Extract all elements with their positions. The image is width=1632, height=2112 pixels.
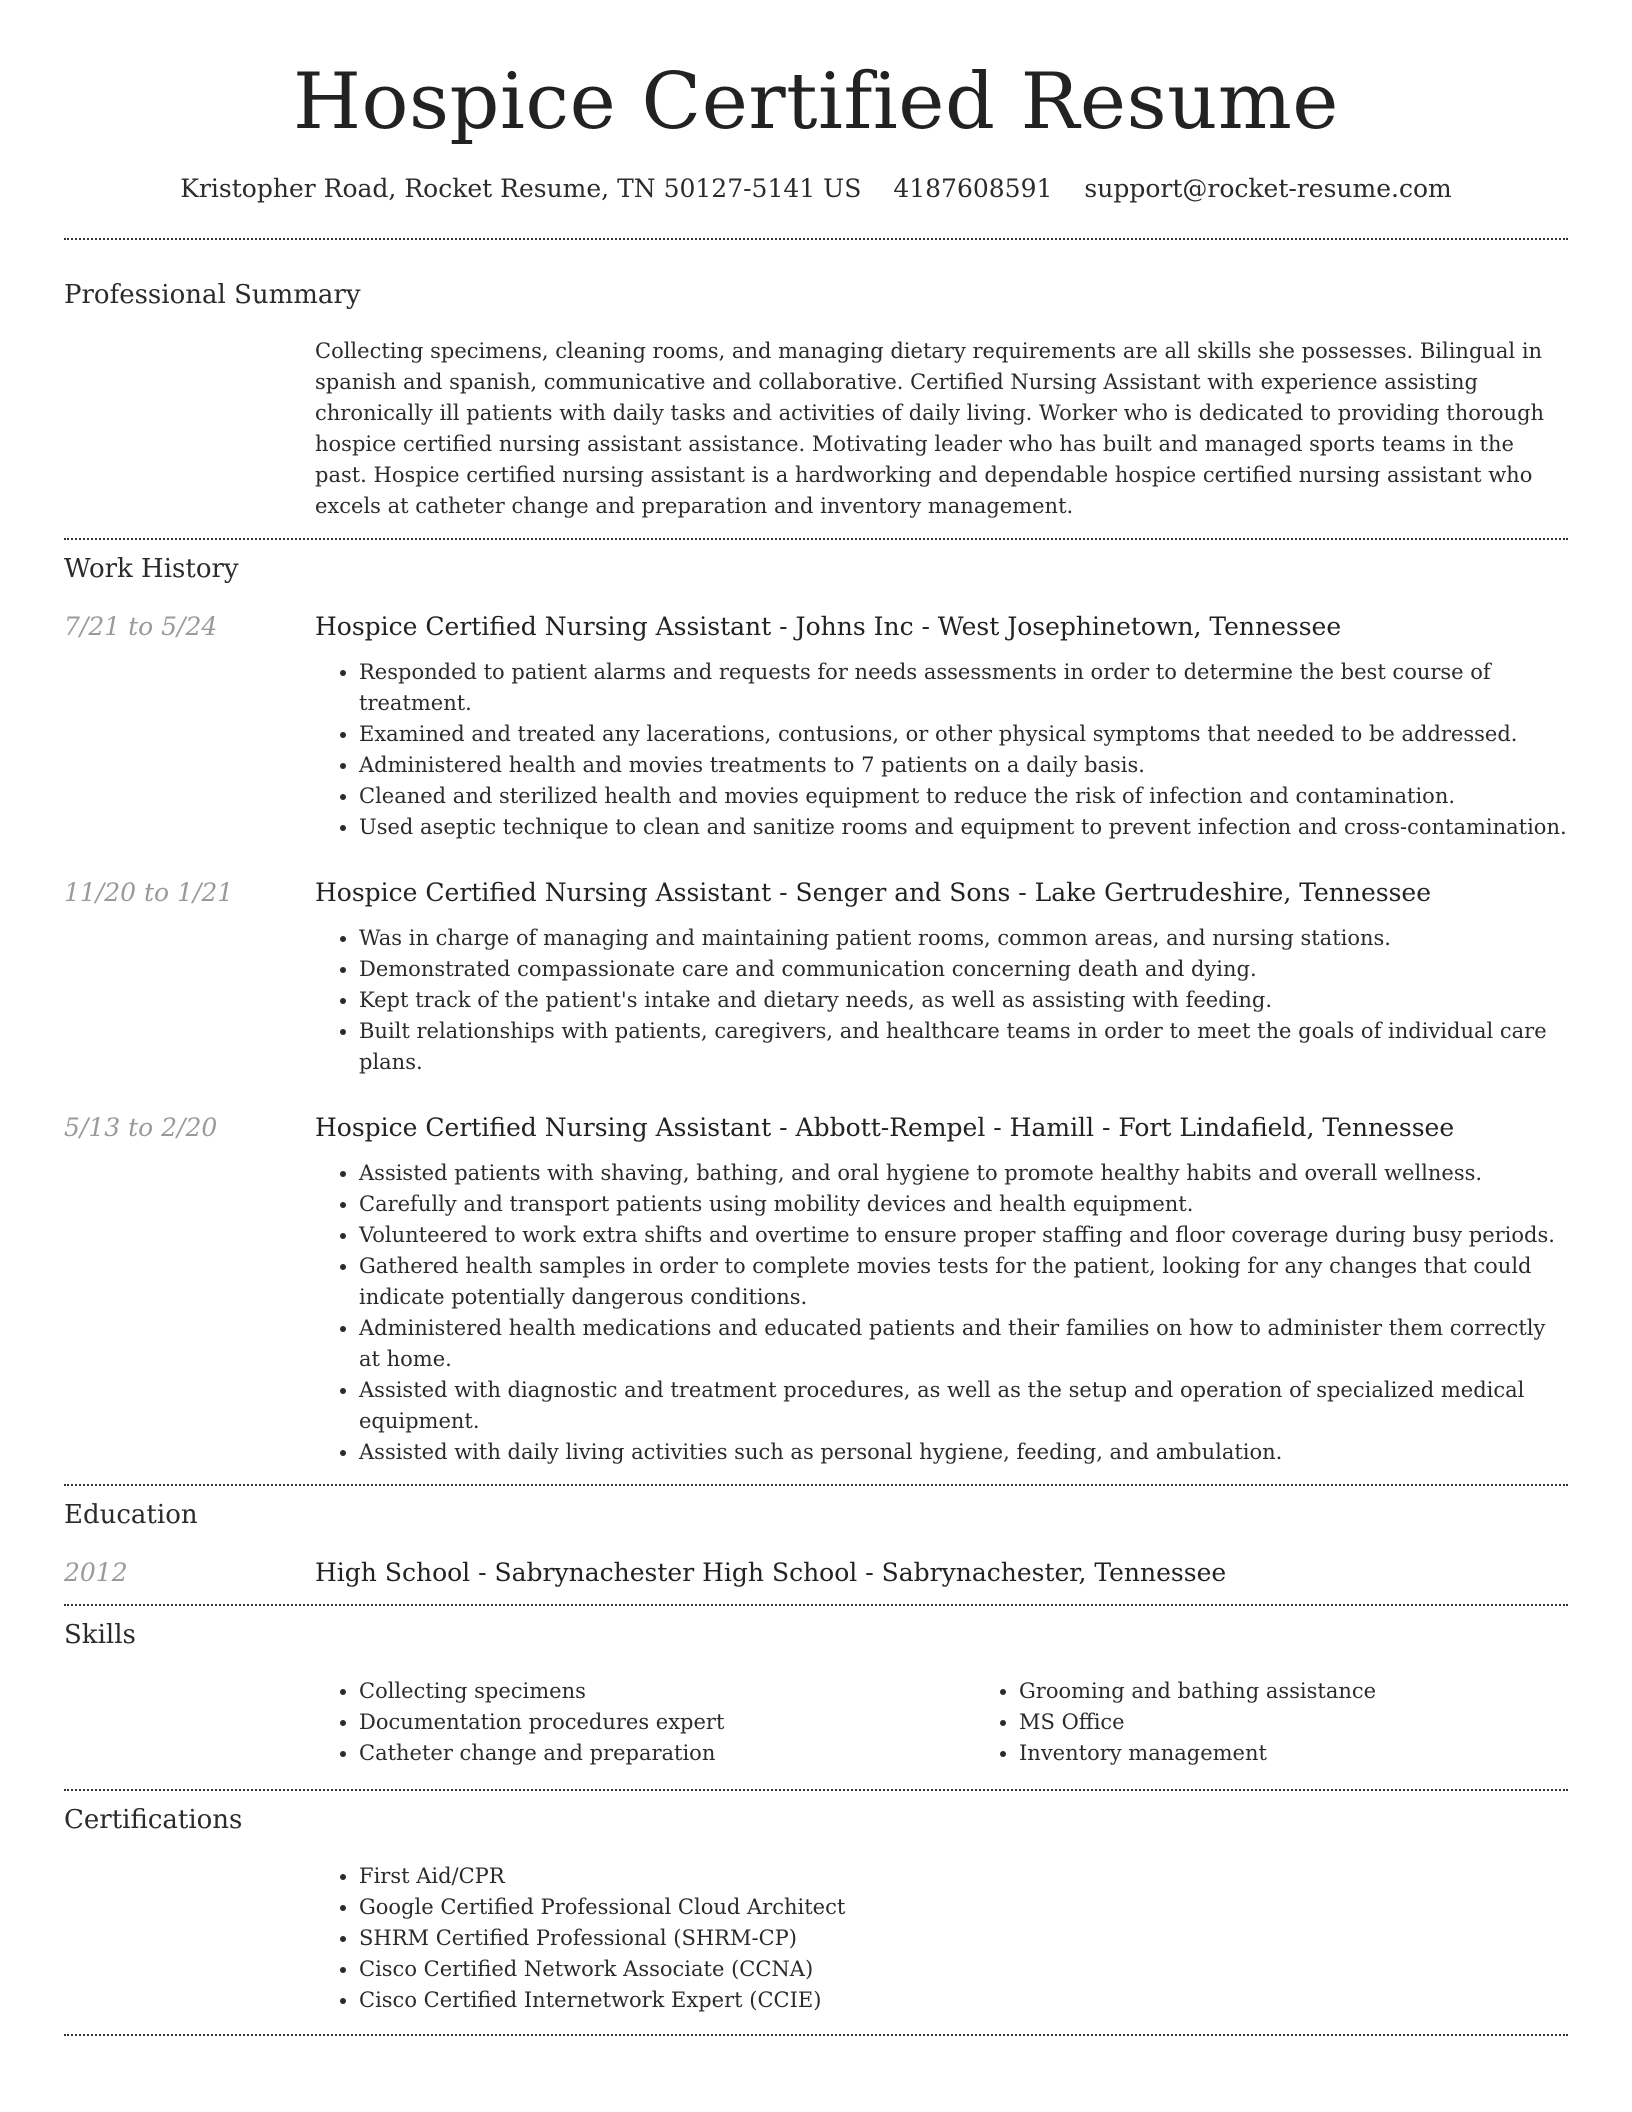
list-item: • Catheter change and preparation [359,1738,975,1769]
list-item: • Grooming and bathing assistance [1019,1676,1632,1707]
summary-text: Collecting specimens, cleaning rooms, and managing dietary requirements are all skills she possesses. Bilingual in spanish and spanish, communicative and collaborative. Certified Nursing Assistant with experience assisting chronically ill patients with daily tasks and activities of daily living. Worker who is dedicated to providing thorough hospice certified nursing assistant assistance. Motivating leader who has built and managed sports teams in the past. Hospice certified nursing assistant is a hardworking and dependable hospice certified nursing assistant who excels at catheter change and preparation and inventory management. [315,339,1545,518]
list-item: • Assisted patients with shaving, bathing, and oral hygiene to promote healthy habits and overall wellness. [359,1158,1568,1189]
divider [64,2034,1568,2036]
list-item: • Carefully and transport patients using mobility devices and health equipment. [359,1189,1568,1220]
education-heading: Education [64,1500,198,1530]
skills-list-left [315,1676,975,1769]
job-entry [64,610,1568,843]
summary-section [64,278,1568,522]
job-entry [64,1111,1568,1468]
list-item: • First Aid/CPR [359,1861,1568,1892]
list-item: • Cisco Certified Internetwork Expert (CCIE) [359,1985,1568,2016]
list-item: • Assisted with diagnostic and treatment procedures, as well as the setup and operation of specialized medical equipment. [359,1375,1568,1437]
job-entry [64,876,1568,1078]
divider [64,1789,1568,1791]
summary-heading: Professional Summary [64,280,361,310]
job-dates: 11/20 to 1/21 [64,878,234,907]
education-entry [64,1556,1568,1590]
education-year: 2012 [64,1558,128,1587]
job-dates: 7/21 to 5/24 [64,612,218,641]
certifications-section [64,1803,1568,2016]
list-item: • Examined and treated any lacerations, contusions, or other physical symptoms that needed to be addressed. [359,719,1568,750]
job-dates: 5/13 to 2/20 [64,1113,218,1142]
job-title: Hospice Certified Nursing Assistant - Johns Inc - West Josephinetown, Tennessee [315,612,1342,641]
education-title: High School - Sabrynachester High School - Sabrynachester, Tennessee [315,1558,1227,1587]
certifications-list [315,1861,1568,2016]
list-item: • Demonstrated compassionate care and communication concerning death and dying. [359,954,1568,985]
list-item: • Administered health and movies treatments to 7 patients on a daily basis. [359,750,1568,781]
job-bullets [315,657,1568,843]
divider [64,1604,1568,1606]
contact-address: Kristopher Road, Rocket Resume, TN 50127-5141 US [180,174,862,203]
skills-heading: Skills [64,1620,136,1650]
divider [64,538,1568,540]
list-item: • Gathered health samples in order to complete movies tests for the patient, looking for any changes that could indicate potentially dangerous conditions. [359,1251,1568,1313]
list-item: • Assisted with daily living activities such as personal hygiene, feeding, and ambulation. [359,1437,1568,1468]
list-item: • Cleaned and sterilized health and movies equipment to reduce the risk of infection and contamination. [359,781,1568,812]
contact-line [64,172,1568,206]
contact-email: support@rocket-resume.com [1084,174,1452,203]
job-title: Hospice Certified Nursing Assistant - Abbott-Rempel - Hamill - Fort Lindafield, Tennessee [315,1113,1455,1142]
list-item: • Documentation procedures expert [359,1707,975,1738]
list-item: • Built relationships with patients, caregivers, and healthcare teams in order to meet the goals of individual care plans. [359,1016,1568,1078]
list-item: • SHRM Certified Professional (SHRM-CP) [359,1923,1568,1954]
list-item: • Volunteered to work extra shifts and overtime to ensure proper staffing and floor coverage during busy periods. [359,1220,1568,1251]
job-bullets [315,923,1568,1078]
list-item: • Google Certified Professional Cloud Architect [359,1892,1568,1923]
list-item: • MS Office [1019,1707,1632,1738]
list-item: • Was in charge of managing and maintaining patient rooms, common areas, and nursing stations. [359,923,1568,954]
list-item: • Responded to patient alarms and requests for needs assessments in order to determine the best course of treatment. [359,657,1568,719]
contact-phone: 4187608591 [893,174,1053,203]
list-item: • Collecting specimens [359,1676,975,1707]
resume-title: Hospice Certified Resume [293,57,1339,147]
skills-list-right [975,1676,1632,1769]
divider [64,1484,1568,1486]
list-item: • Cisco Certified Network Associate (CCNA) [359,1954,1568,1985]
job-title: Hospice Certified Nursing Assistant - Senger and Sons - Lake Gertrudeshire, Tennessee [315,878,1432,907]
work-history-heading: Work History [64,554,239,584]
certifications-heading: Certifications [64,1805,243,1835]
education-section [64,1498,1568,1590]
list-item: • Inventory management [1019,1738,1632,1769]
list-item: • Administered health medications and educated patients and their families on how to administer them correctly at home. [359,1313,1568,1375]
work-history-section [64,552,1568,1468]
list-item: • Kept track of the patient's intake and dietary needs, as well as assisting with feeding. [359,985,1568,1016]
divider [64,238,1568,240]
list-item: • Used aseptic technique to clean and sanitize rooms and equipment to prevent infection and cross-contamination. [359,812,1568,843]
skills-section [64,1618,1568,1769]
job-bullets [315,1158,1568,1468]
